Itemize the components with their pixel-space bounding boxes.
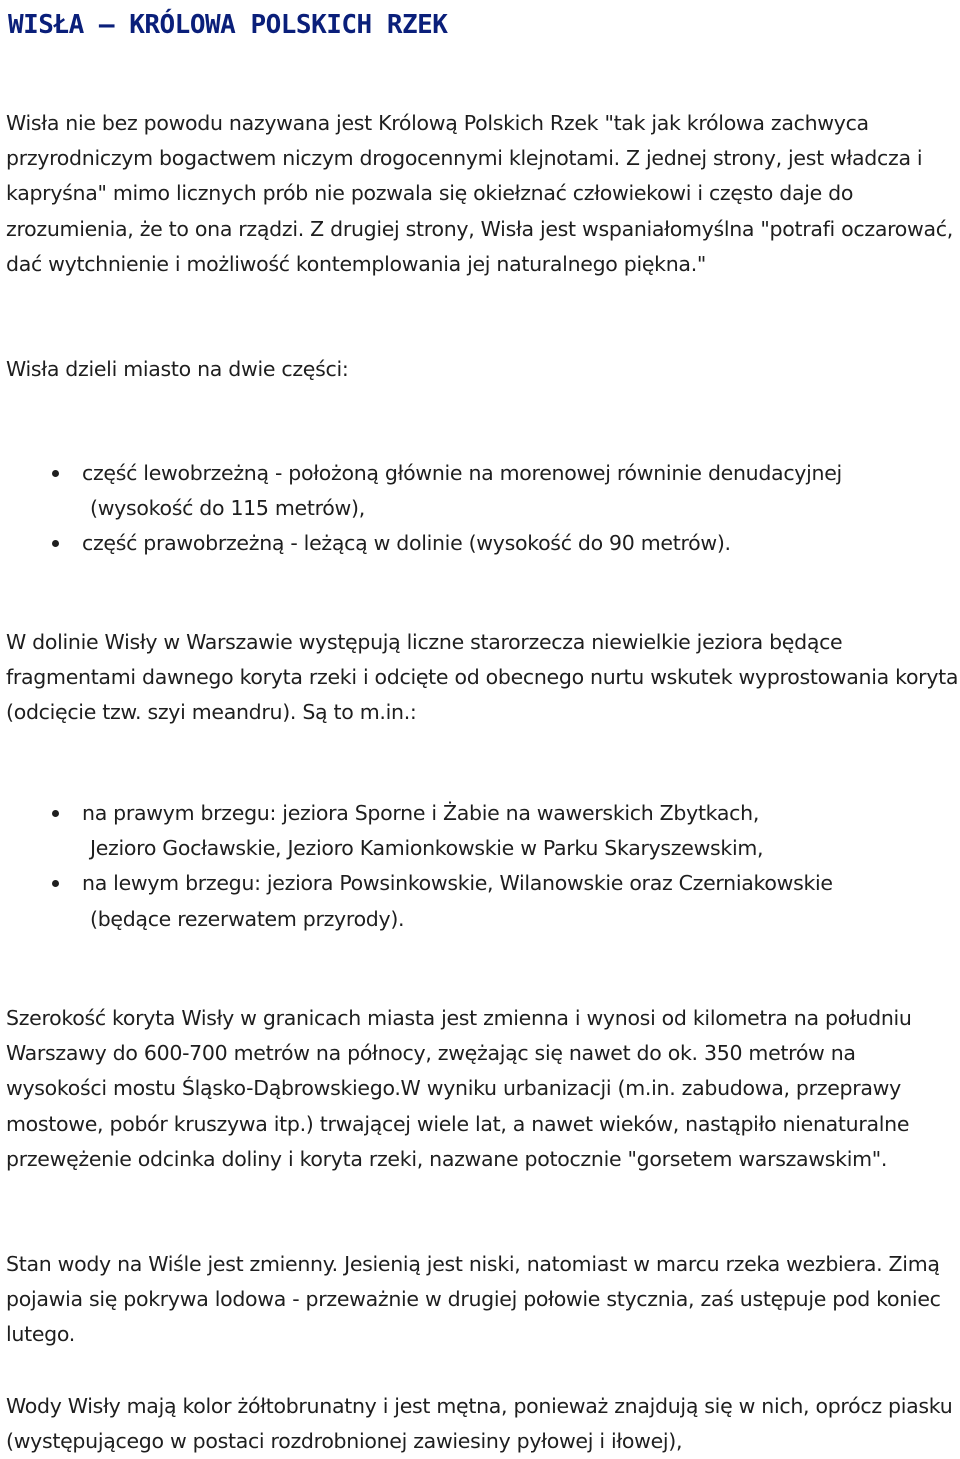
list-item-text-continued: Jezioro Gocławskie, Jezioro Kamionkowskie w Parku Skaryszewskim, [90, 836, 764, 861]
page-title: WISŁA – KRÓLOWA POLSKICH RZEK [8, 10, 448, 40]
water-level-paragraph: Stan wody na Wiśle jest zmienny. Jesienią jest niski, natomiast w marcu rzeka wezbiera. Zimą pojawia się pokrywa lodowa - przeważnie w drugiej połowie stycznia, zaś ustępuje pod koniec lutego. [6, 1252, 941, 1347]
list-item [0, 526, 960, 561]
list-item [0, 796, 960, 866]
oxbows-paragraph: W dolinie Wisły w Warszawie występują liczne starorzecza niewielkie jeziora będące fragmentami dawnego koryta rzeki i odcięte od obecnego nurtu wskutek wyprostowania koryta (odcięcie tzw. szyi meandru). Są to m.in.: [6, 630, 959, 725]
lakes-list [0, 796, 960, 937]
water-color-paragraph: Wody Wisły mają kolor żółtobrunatny i jest mętna, ponieważ znajdują się w nich, oprócz piasku (występującego w postaci rozdrobnionej zawiesiny pyłowej i iłowej), [6, 1394, 953, 1454]
intro-paragraph: Wisła nie bez powodu nazywana jest Królową Polskich Rzek "tak jak królowa zachwyca przyrodniczym bogactwem niczym drogocennymi klejnotami. Z jednej strony, jest władcza i kapryśna" mimo licznych prób nie pozwala się okiełznać człowiekowi i często daje do zrozumienia, że to ona rządzi. Z drugiej strony, Wisła jest wspaniałomyślna "potrafi oczarować, dać wytchnienie i możliwość kontemplowania jej naturalnego piękna." [6, 111, 953, 276]
divides-paragraph: Wisła dzieli miasto na dwie części: [6, 357, 349, 381]
list-item-text: część lewobrzeżną - położoną głównie na morenowej równinie denudacyjnej [82, 461, 842, 485]
bullet-icon [52, 540, 59, 547]
list-item [0, 456, 960, 526]
list-item-text-continued: (będące rezerwatem przyrody). [90, 906, 405, 931]
bullet-icon [52, 470, 59, 477]
list-item-text: na prawym brzegu: jeziora Sporne i Żabie na wawerskich Zbytkach, [82, 801, 760, 825]
list-item-text: na lewym brzegu: jeziora Powsinkowskie, Wilanowskie oraz Czerniakowskie [82, 871, 833, 896]
riverbed-width-paragraph: Szerokość koryta Wisły w granicach miasta jest zmienna i wynosi od kilometra na południu Warszawy do 600-700 metrów na północy, zwężając się nawet do ok. 350 metrów na wysokości mostu Śląsko-Dąbrowskiego.W wyniku urbanizacji (m.in. zabudowa, przeprawy mostowe, pobór kruszywa itp.) trwającej wiele lat, a nawet wieków, nastąpiło nienaturalne przewężenie odcinka doliny i koryta rzeki, nazwane potocznie "gorsetem warszawskim". [6, 1006, 912, 1171]
list-item-text-continued: (wysokość do 115 metrów), [90, 496, 365, 521]
list-item [0, 866, 960, 936]
list-item-text: część prawobrzeżną - leżącą w dolinie (wysokość do 90 metrów). [82, 531, 731, 556]
bullet-icon [52, 880, 59, 887]
bullet-icon [52, 810, 59, 817]
city-parts-list [0, 456, 960, 562]
